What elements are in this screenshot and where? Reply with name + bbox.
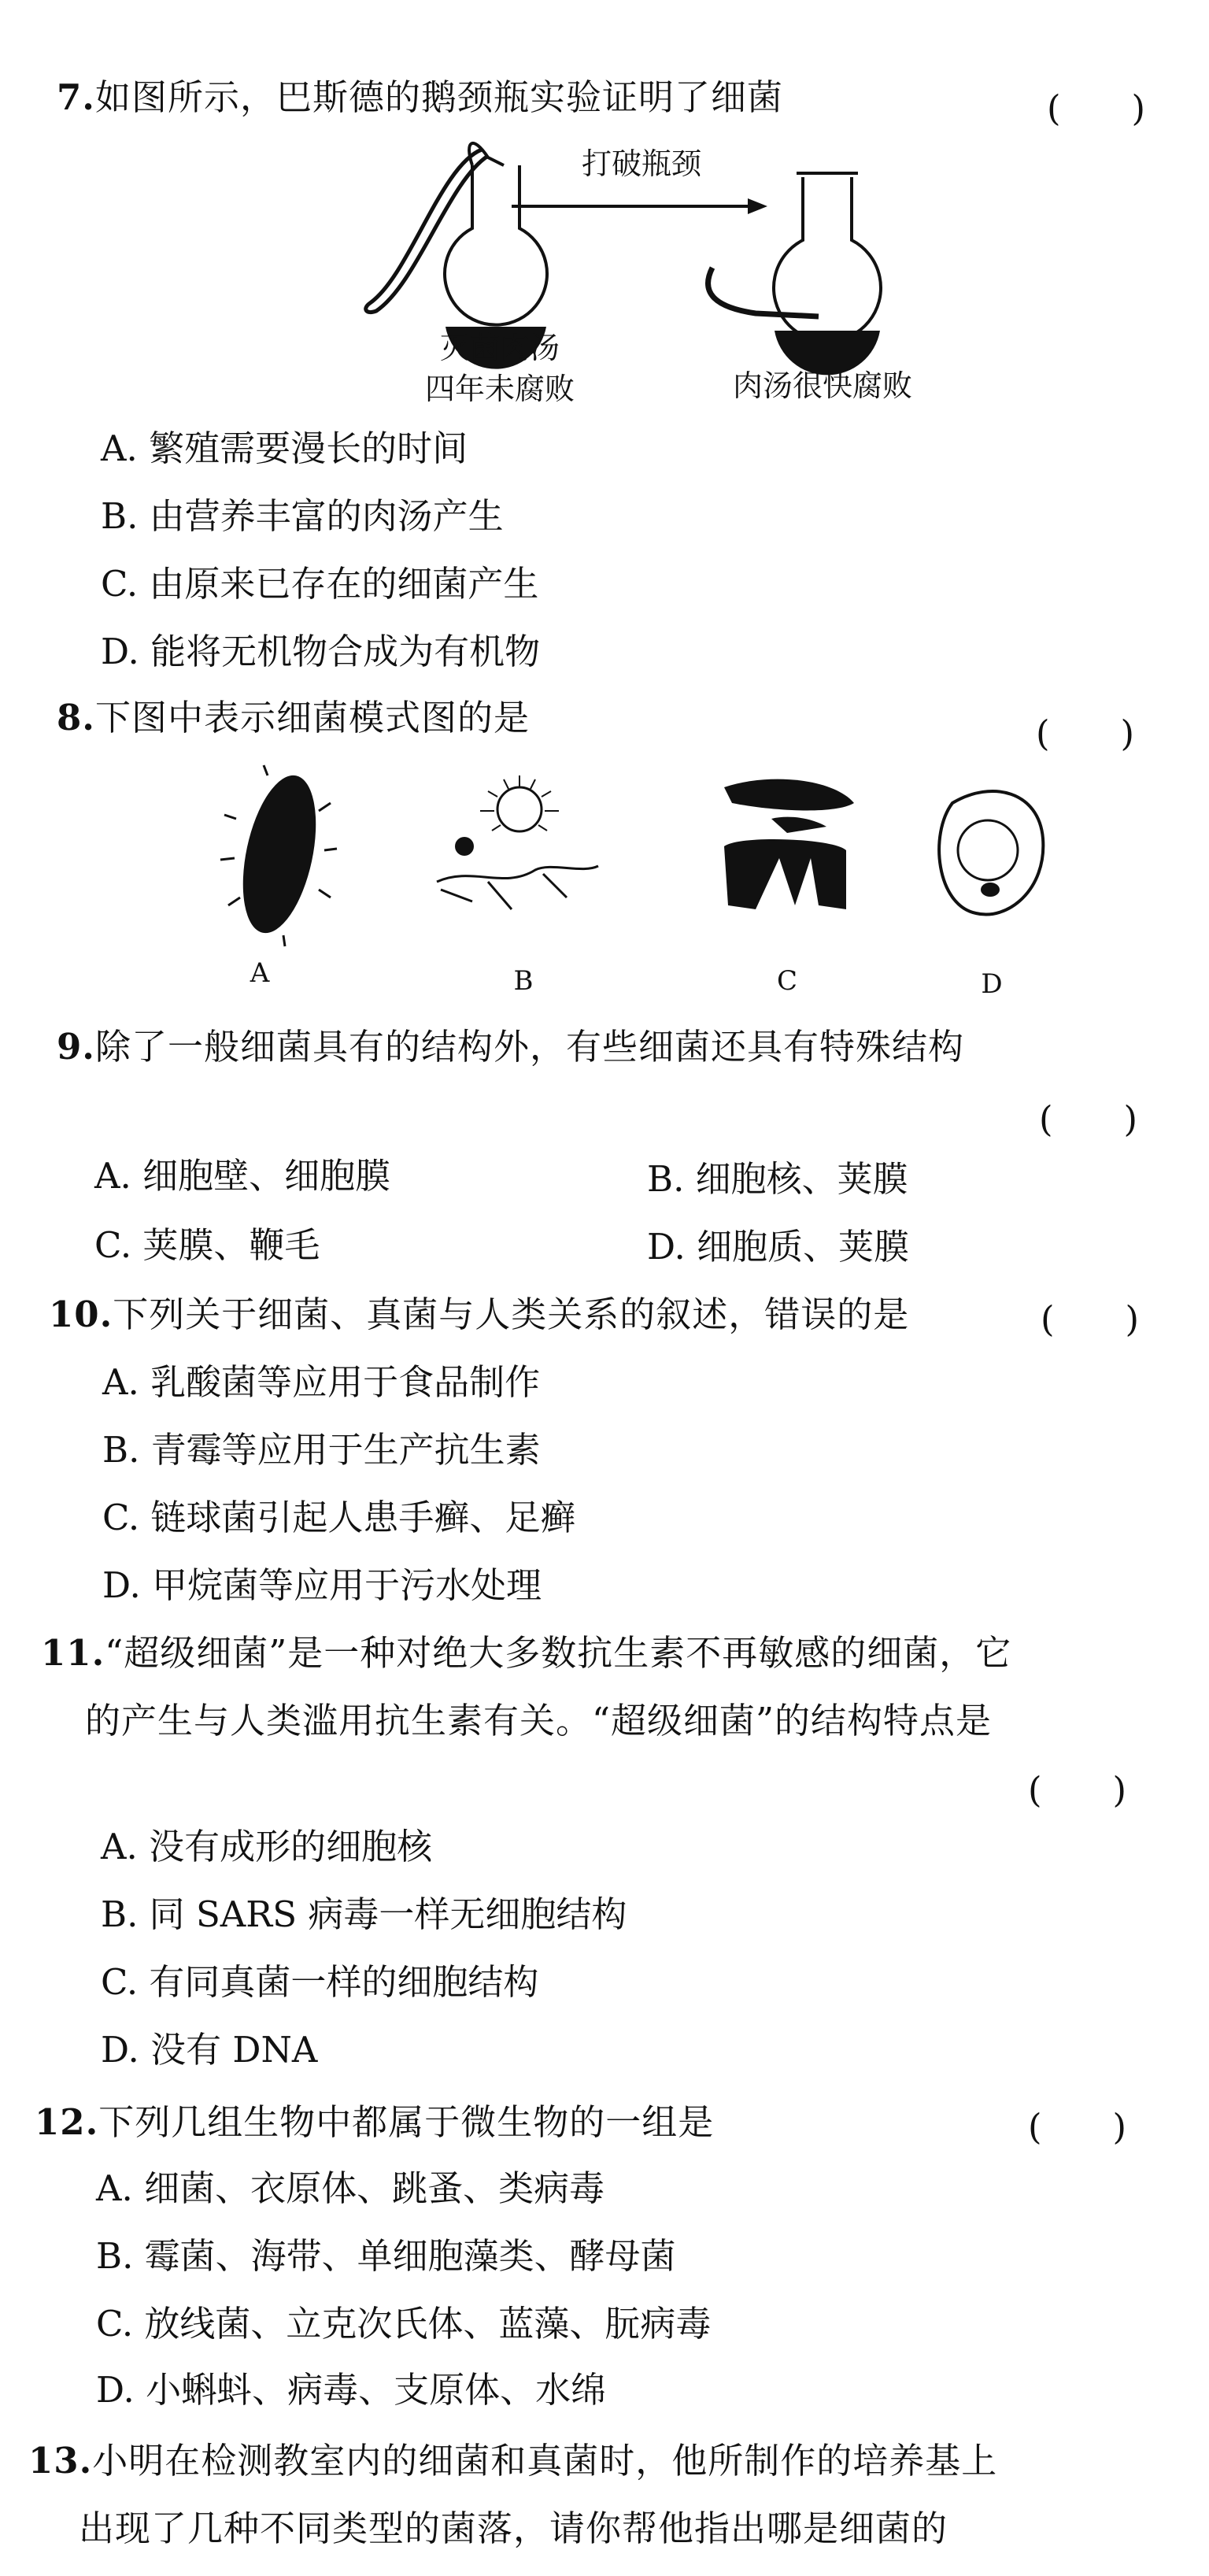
question-12-option-d: D. 小蝌蚪、病毒、支原体、水绵 — [96, 2369, 607, 2411]
question-7-stem — [57, 74, 783, 121]
question-12-number: 12. — [35, 2101, 99, 2143]
question-12-option-a: A. 细菌、衣原体、跳蚤、类病毒 — [96, 2167, 605, 2209]
question-11-stem-line-2: 的产生与人类滥用抗生素有关。“超级细菌”的结构特点是 — [85, 1700, 993, 1741]
question-12-option-b: B. 霉菌、海带、单细胞藻类、酵母菌 — [96, 2235, 676, 2277]
question-11-answer-bracket: ( ) — [1028, 1769, 1127, 1811]
question-7-option-d: D. 能将无机物合成为有机物 — [101, 631, 541, 672]
cell-image — [939, 791, 1043, 915]
question-12-text: 下列几组生物中都属于微生物的一组是 — [98, 2101, 715, 2143]
question-10-text: 下列关于细菌、真菌与人类关系的叙述，错误的是 — [113, 1294, 910, 1335]
left-flask-caption-line-2: 四年未腐败 — [424, 372, 575, 406]
microbe-figure — [0, 772, 1209, 976]
question-12-stem — [35, 2099, 714, 2146]
question-12-answer-bracket: ( ) — [1028, 2106, 1127, 2148]
bacterium-image — [220, 765, 337, 946]
question-10-option-c: C. 链球菌引起人患手癣、足癣 — [102, 1497, 576, 1538]
broken-neck-flask — [708, 173, 881, 375]
question-9-option-b: B. 细胞核、荚膜 — [647, 1158, 908, 1200]
figure-arrow-label: 打破瓶颈 — [581, 146, 701, 181]
question-8-text: 下图中表示细菌模式图的是 — [94, 697, 530, 738]
question-8-number: 8. — [57, 697, 95, 738]
question-7-text: 如图所示，巴斯德的鹅颈瓶实验证明了细菌 — [94, 76, 783, 118]
mold-image — [437, 775, 598, 909]
question-9-option-a: A. 细胞壁、细胞膜 — [94, 1155, 391, 1197]
question-11-option-b: B. 同 SARS 病毒一样无细胞结构 — [101, 1893, 627, 1935]
question-10-number: 10. — [49, 1294, 113, 1335]
question-9-text: 除了一般细菌具有的结构外，有些细菌还具有特殊结构 — [94, 1026, 964, 1068]
question-10-stem — [49, 1291, 909, 1338]
question-7-answer-bracket: ( ) — [1047, 87, 1146, 129]
right-flask-caption: 肉汤很快腐败 — [732, 368, 912, 403]
question-9-answer-bracket: ( ) — [1039, 1098, 1138, 1140]
mushroom-image — [724, 779, 854, 909]
figure-label-d: D — [981, 968, 1003, 1000]
question-10-option-a: A. 乳酸菌等应用于食品制作 — [102, 1361, 541, 1403]
question-11-option-a: A. 没有成形的细胞核 — [101, 1826, 433, 1867]
figure-label-c: C — [776, 965, 797, 997]
question-11-option-c: C. 有同真菌一样的细胞结构 — [101, 1961, 539, 2003]
figure-label-a: A — [250, 957, 270, 989]
question-7-option-c: C. 由原来已存在的细菌产生 — [101, 563, 539, 605]
arrow-icon — [512, 198, 767, 214]
question-7-option-a: A. 繁殖需要漫长的时间 — [101, 427, 468, 469]
question-11-stem-line-1 — [41, 1630, 1011, 1677]
figure-label-b: B — [513, 965, 534, 997]
question-13-text-line-1: 小明在检测教室内的细菌和真菌时，他所制作的培养基上 — [92, 2440, 998, 2482]
question-13-stem-line-1 — [28, 2437, 997, 2485]
question-9-number: 9. — [57, 1026, 95, 1068]
question-10-answer-bracket: ( ) — [1041, 1298, 1140, 1340]
question-7-option-b: B. 由营养丰富的肉汤产生 — [101, 495, 504, 537]
question-10-option-d: D. 甲烷菌等应用于污水处理 — [102, 1564, 542, 1606]
question-11-text-line-1: “超级细菌”是一种对绝大多数抗生素不再敏感的细菌，它 — [105, 1632, 1012, 1674]
question-13-number: 13. — [28, 2440, 93, 2482]
question-13-stem-line-2: 出现了几种不同类型的菌落，请你帮他指出哪是细菌的 — [79, 2508, 948, 2549]
question-9-stem — [57, 1023, 964, 1071]
left-flask-caption-line-1: 灭菌肉汤 — [439, 331, 560, 365]
question-11-option-d: D. 没有 DNA — [101, 2029, 318, 2071]
question-8-stem — [57, 694, 530, 742]
question-7-number: 7. — [57, 76, 95, 118]
question-10-option-b: B. 青霉等应用于生产抗生素 — [102, 1429, 541, 1471]
question-9-option-c: C. 荚膜、鞭毛 — [94, 1224, 320, 1266]
question-9-option-d: D. 细胞质、荚膜 — [647, 1226, 910, 1268]
question-8-answer-bracket: ( ) — [1036, 712, 1135, 754]
question-11-number: 11. — [41, 1632, 105, 1674]
question-12-option-c: C. 放线菌、立克次氏体、蓝藻、朊病毒 — [96, 2303, 712, 2345]
